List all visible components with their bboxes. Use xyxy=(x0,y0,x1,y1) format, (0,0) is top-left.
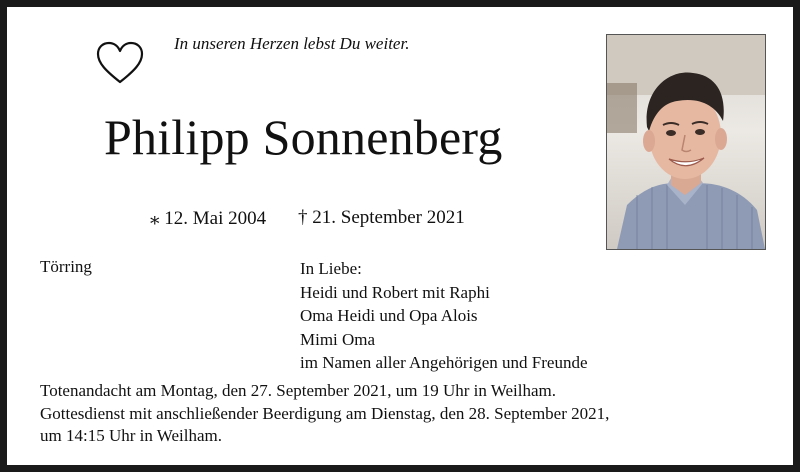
birth-date: ⁎ 12. Mai 2004 xyxy=(150,208,267,229)
portrait-photo xyxy=(606,34,766,250)
motto-text: In unseren Herzen lebst Du weiter. xyxy=(174,34,410,53)
service-line: um 14:15 Uhr in Weilham. xyxy=(40,426,222,445)
heart-icon xyxy=(96,40,144,88)
service-line: Gottesdienst mit anschließender Beerdigung am Dienstag, den 28. September 2021, xyxy=(40,403,610,423)
service-info xyxy=(40,380,609,448)
hometown: Törring xyxy=(40,257,92,276)
deceased-name: Philipp Sonnenberg xyxy=(104,109,503,165)
service-line: Totenandacht am Montag, den 27. September 2021, um 19 Uhr in Weilham. xyxy=(40,381,556,400)
mourners-intro: In Liebe: xyxy=(300,259,362,278)
mourner-line: Mimi Oma xyxy=(300,329,376,349)
mourner-line: im Namen aller Angehörigen und Freunde xyxy=(300,353,588,372)
mourners-list xyxy=(300,257,588,375)
death-date: † 21. September 2021 xyxy=(298,207,465,228)
mourner-line: Oma Heidi und Opa Alois xyxy=(300,306,478,325)
mourner-line: Heidi und Robert mit Raphi xyxy=(300,282,490,302)
